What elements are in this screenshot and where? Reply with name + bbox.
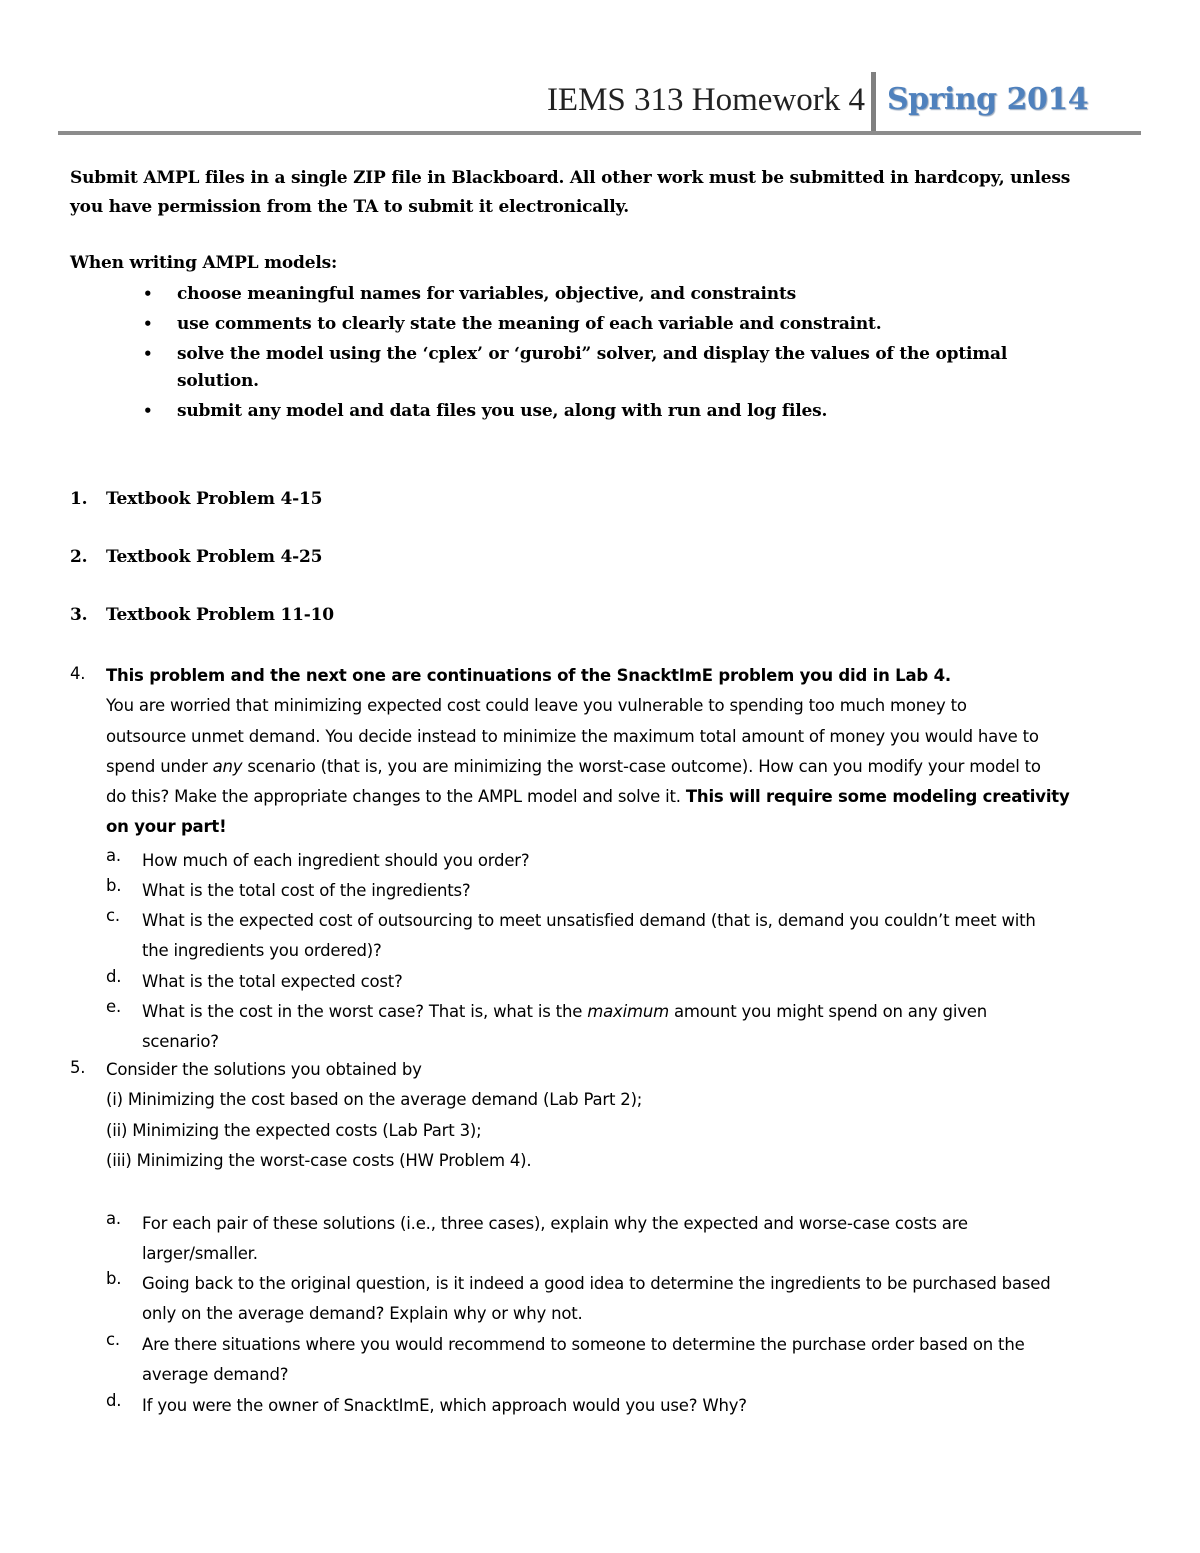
instructions-line-2: you have permission from the TA to submit it electronically.	[70, 197, 630, 217]
bullet-icon: •	[143, 315, 153, 333]
problem-4-body	[106, 661, 1070, 843]
problem-1	[70, 489, 322, 509]
course-title: IEMS 313 Homework 4	[546, 82, 865, 118]
guideline-item: • solve the model using the ‘cplex’ or ‘gurobi” solver, and display the values of the optimal	[143, 340, 1007, 369]
problem-4-number: 4.	[70, 664, 86, 683]
problem-5-lead: Consider the solutions you obtained by	[106, 1060, 422, 1079]
guidelines-list	[143, 280, 1007, 427]
problem-number: 3.	[70, 605, 88, 625]
page-header	[58, 72, 1141, 136]
instructions-line-1: Submit AMPL files in a single ZIP file in Blackboard. All other work must be submitted in hardcopy, unless	[70, 168, 1071, 188]
submission-instructions	[70, 164, 1070, 222]
problem-5-option: (ii) Minimizing the expected costs (Lab Part 3);	[106, 1120, 482, 1140]
document-page: IEMS 313 Homework 4 Spring 2014 Submit AMPL files in a single ZIP file in Blackboard. All other work must be submitted in hardcopy, unless you have permission from the TA to submit it electronically. When writing AMPL models: • choose meaningful names for variables, objective, and constraints • use comments to clearly state the meaning of each variable and constraint. • solve the model using the ‘cplex’ or ‘gurobi” solver, and display the values of the optimal solution. • submit any model and data files you use, along with run and log files. 1. Textbook Problem 4-15 2. Textbook Problem 4-25 3. Textbook Problem 11-10 4. This problem and the next one are continuations of the SnacktImE problem you did in Lab 4. You are worried that minimizing expected cost could leave you vulnerable to spending too much money to outsource unmet demand. You decide instead to minimize the maximum total amount of money you would have to spend under any scenario (that is, you are minimizing the worst-case outcome). How can you modify your model to do this? Make the appropriate changes to the AMPL model and solve it. This will require some modeling creativity on your part! a. How much of each ingredient should you order? b. What is the total cost of the ingredients? c. What is the expected cost of outsourcing to meet unsatisfied demand (that is, demand you couldn’t meet with the ingredients you ordered)? d. What is the total expected cost? e. What is the cost in the worst case? That is, what is the maximum amount you might spend on any given scenario? 5. Consider the solutions you obtained by (i) Minimizing the cost based on the average demand (Lab Part 2); (ii) Minimizing the expected costs (Lab Part 3); (iii) Minimizing the worst-case costs (HW Problem 4). a. For each pair of these solutions (i.e., three cases), explain why the expected and worse-case costs are larger/smaller. b. Going back to the original question, is it indeed a good idea to determine the ingredients to be purchased based only on the average demand? Explain why or why not. c. Are there situations where you would recommend to someone to determine the purchase order based on the average demand? d. If you were the owner of SnacktImE, which approach would you use? Why?	[0, 0, 1200, 1553]
bullet-icon: •	[143, 345, 153, 363]
problem-4-line: do this? Make the appropriate changes to the AMPL model and solve it. This will require some modeling creativity	[106, 787, 1070, 807]
problem-text: Textbook Problem 4-15	[106, 489, 323, 509]
problem-5-body	[106, 1055, 642, 1176]
problem-3	[70, 605, 334, 625]
problem-4-heading: This problem and the next one are continuations of the SnacktImE problem you did in Lab 4.	[106, 666, 951, 685]
guideline-item: • use comments to clearly state the meaning of each variable and constraint.	[143, 310, 1007, 339]
bullet-icon: •	[143, 402, 153, 420]
problem-5-option: (iii) Minimizing the worst-case costs (HW Problem 4).	[106, 1150, 532, 1170]
guidelines-lead: When writing AMPL models:	[70, 253, 338, 273]
bullet-icon: •	[143, 285, 153, 303]
header-divider	[871, 72, 876, 132]
problem-text: Textbook Problem 11-10	[106, 605, 334, 625]
problem-4-line: spend under any scenario (that is, you are minimizing the worst-case outcome). How can you modify your model to	[106, 756, 1041, 776]
problem-text: Textbook Problem 4-25	[106, 547, 323, 567]
guideline-item-continuation: solution.	[177, 371, 259, 391]
problem-5-number: 5.	[70, 1058, 86, 1077]
problem-number: 1.	[70, 489, 88, 509]
problem-4-line: You are worried that minimizing expected cost could leave you vulnerable to spending too much money to	[106, 696, 967, 716]
problem-2	[70, 547, 322, 567]
term-label: Spring 2014	[887, 82, 1089, 117]
problem-4-line: outsource unmet demand. You decide instead to minimize the maximum total amount of money you would have to	[106, 726, 1039, 746]
header-rule	[58, 131, 1141, 135]
problem-number: 2.	[70, 547, 88, 567]
guideline-item: • choose meaningful names for variables, objective, and constraints	[143, 280, 1007, 309]
problem-4-line: on your part!	[106, 817, 227, 837]
guideline-item: • submit any model and data files you use, along with run and log files.	[143, 397, 1007, 426]
problem-5-option: (i) Minimizing the cost based on the average demand (Lab Part 2);	[106, 1090, 643, 1110]
